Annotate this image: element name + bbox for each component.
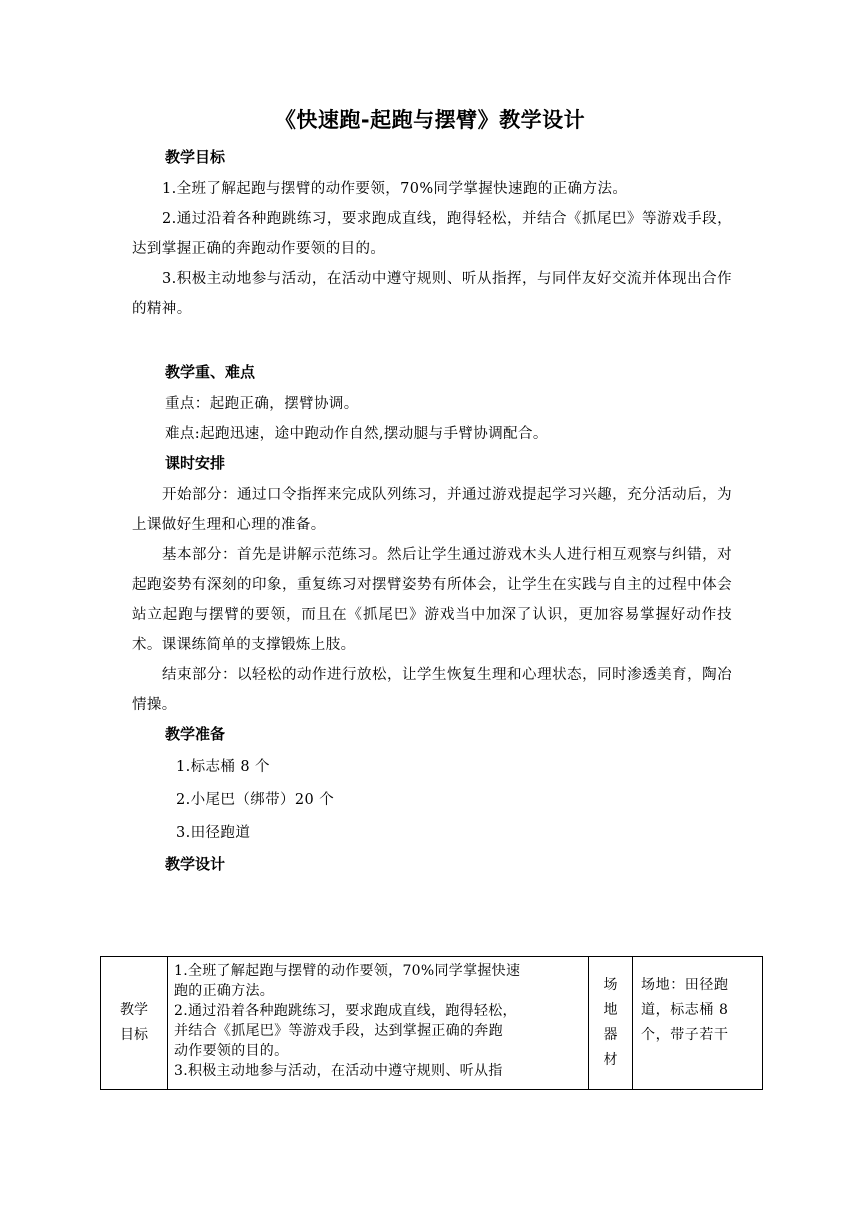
objective-content-cell <box>168 957 589 1090</box>
objective-line: 3.积极主动地参与活动，在活动中遵守规则、听从指 <box>174 1063 503 1079</box>
venue-label-cell <box>589 957 633 1090</box>
key-point-difficulty: 难点:起跑迅速，途中跑动作自然,摆动腿与手臂协调配合。 <box>165 426 548 442</box>
objective-line: 动作要领的目的。 <box>174 1043 289 1059</box>
preparation-heading: 教学准备 <box>165 725 226 743</box>
venue-label-char: 场 <box>603 977 618 993</box>
objective-label-line-2: 目标 <box>120 1027 148 1043</box>
objective-line: 并结合《抓尾巴》等游戏手段，达到掌握正确的奔跑 <box>174 1023 503 1039</box>
design-heading: 教学设计 <box>165 855 226 873</box>
objective-item-1: 1.全班了解起跑与摆臂的动作要领，70%同学掌握快速跑的正确方法。 <box>162 181 628 197</box>
document-title: 《快速跑-起跑与摆臂》教学设计 <box>274 108 586 132</box>
table-row <box>101 957 763 1090</box>
schedule-part-basic: 基本部分：首先是讲解示范练习。然后让学生通过游戏木头人进行相互观察与纠错，对起跑姿势有深刻的印象，重复练习对摆臂姿势有所体会，让学生在实践与自主的过程中体会站立起跑与摆臂的要领，而且在《抓尾巴》游戏当中加深了认识，更加容易掌握好动作技术。课课练简单的支撑锻炼上肢。 <box>132 547 732 653</box>
objective-line: 跑的正确方法。 <box>174 983 275 999</box>
key-point-focus: 重点：起跑正确，摆臂协调。 <box>165 396 359 412</box>
objective-line: 1.全班了解起跑与摆臂的动作要领，70%同学掌握快速 <box>174 963 521 979</box>
schedule-heading: 课时安排 <box>165 454 226 472</box>
preparation-item-2: 2.小尾巴（绑带）20 个 <box>176 792 335 808</box>
preparation-item-1: 1.标志桶 8 个 <box>176 759 270 775</box>
preparation-item-3: 3.田径跑道 <box>176 825 251 841</box>
schedule-part-end: 结束部分：以轻松的动作进行放松，让学生恢复生理和心理状态，同时渗透美育，陶冶情操。 <box>132 667 732 713</box>
objective-label-cell <box>101 957 168 1090</box>
venue-content-cell: 场地：田径跑道，标志桶 8 个，带子若干 <box>633 957 763 1090</box>
objective-line: 2.通过沿着各种跑跳练习，要求跑成直线，跑得轻松， <box>174 1003 517 1019</box>
schedule-part-start: 开始部分：通过口令指挥来完成队列练习，并通过游戏提起学习兴趣，充分活动后，为上课做好生理和心理的准备。 <box>132 487 732 533</box>
objective-item-3: 3.积极主动地参与活动，在活动中遵守规则、听从指挥，与同伴友好交流并体现出合作的精神。 <box>132 271 732 317</box>
venue-label-char: 地 <box>603 1002 618 1018</box>
objectives-heading: 教学目标 <box>165 148 226 166</box>
document-body <box>132 143 732 881</box>
key-points-heading: 教学重、难点 <box>165 363 256 381</box>
venue-label-char: 器 <box>603 1027 618 1043</box>
venue-label-char: 材 <box>603 1052 618 1068</box>
objective-item-2: 2.通过沿着各种跑跳练习，要求跑成直线，跑得轻松，并结合《抓尾巴》等游戏手段，达到掌握正确的奔跑动作要领的目的。 <box>132 211 732 257</box>
objective-label-line-1: 教学 <box>120 1002 148 1018</box>
teaching-design-table <box>100 956 763 1090</box>
